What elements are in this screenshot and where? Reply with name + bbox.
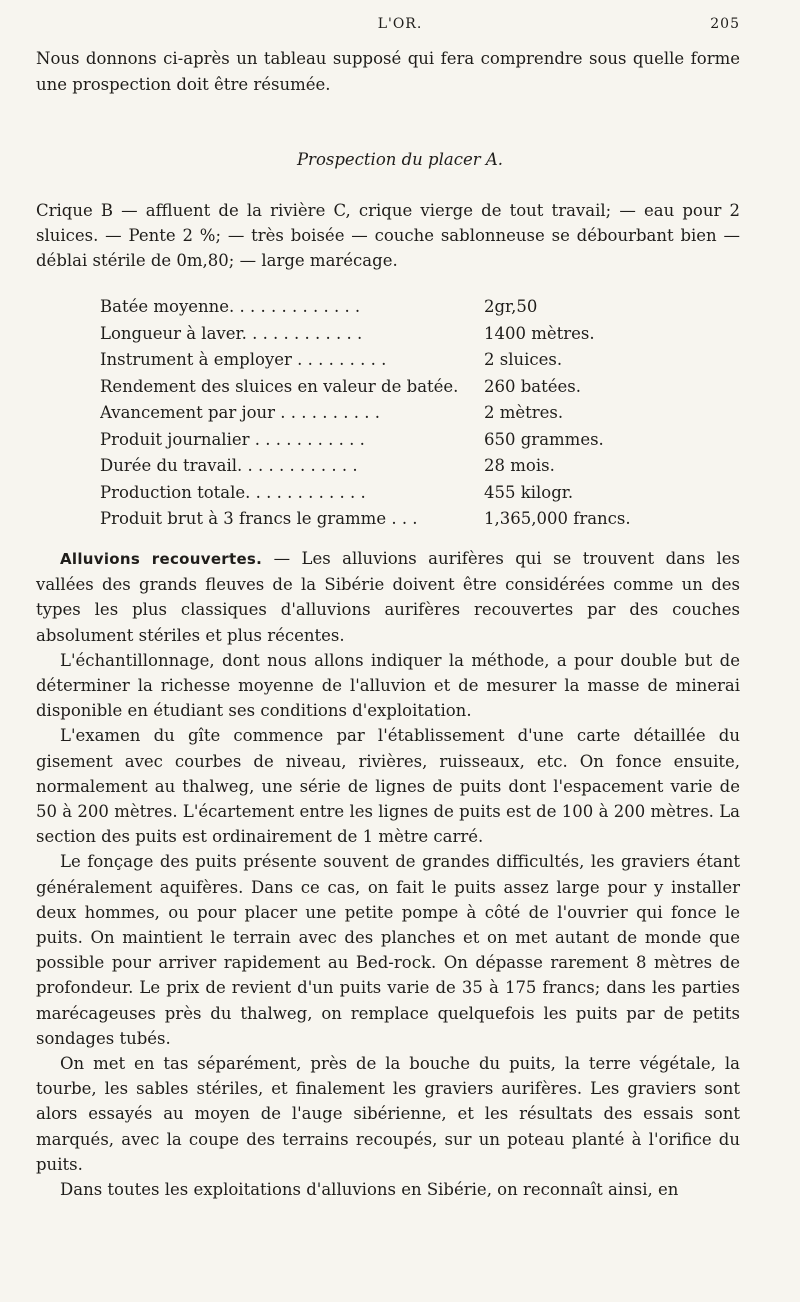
table-row bbox=[100, 427, 660, 454]
paragraph-piles: On met en tas séparément, près de la bouche du puits, la terre végétale, la tourbe, les sables stériles, et finalement les graviers aurifères. Les graviers sont alors essayés au moyen de l'auge sibérienne, et les résultats des essais sont marqués, avec la coupe des terrains recoupés, sur un poteau planté à l'orifice du puits. bbox=[36, 1054, 740, 1174]
row-value: 28 mois. bbox=[484, 456, 555, 475]
row-label: Produit brut à 3 francs le gramme . . . bbox=[100, 509, 418, 528]
creek-description: Crique B — affluent de la rivière C, crique vierge de tout travail; — eau pour 2 sluices. — Pente 2 %; — très boisée — couche sablonneuse se débourbant bien — déblai stérile de 0m,80; — large marécage. bbox=[36, 201, 740, 270]
body-text bbox=[36, 546, 740, 1202]
table-row bbox=[100, 506, 660, 533]
row-value: 455 kilogr. bbox=[484, 482, 574, 502]
row-label: Rendement des sluices en valeur de batée. bbox=[100, 376, 459, 396]
row-label: Produit journalier . . . . . . . . . . . bbox=[100, 429, 365, 449]
table-row bbox=[100, 400, 660, 427]
table-row bbox=[100, 453, 660, 480]
paragraph-sampling: L'échantillonnage, dont nous allons indiquer la méthode, a pour double but de déterminer la richesse moyenne de l'alluvion et de mesurer la masse de minerai disponible en étudiant ses conditions d'exploitation. bbox=[36, 650, 740, 721]
row-label: Avancement par jour . . . . . . . . . . bbox=[100, 403, 380, 422]
table-row bbox=[100, 480, 660, 507]
table-row bbox=[100, 294, 660, 321]
row-label: Batée moyenne. . . . . . . . . . . . . bbox=[100, 297, 361, 316]
row-value: 2 sluices. bbox=[484, 350, 563, 369]
paragraph-alluvions bbox=[36, 546, 740, 648]
row-value: 1,365,000 francs. bbox=[484, 509, 631, 528]
table-row bbox=[100, 374, 660, 401]
row-label: Durée du travail. . . . . . . . . . . . bbox=[100, 456, 358, 475]
row-value: 260 batées. bbox=[484, 376, 582, 396]
table-row bbox=[100, 321, 660, 348]
running-head: L'OR. bbox=[377, 16, 423, 32]
row-value: 2gr,50 bbox=[484, 297, 538, 316]
paragraph-examination: L'examen du gîte commence par l'établissement d'une carte détaillée du gisement avec courbes de niveau, rivières, ruisseaux, etc. On fonce ensuite, normalement au thalweg, une série de lignes de puits dont l'espacement varie de 50 à 200 mètres. L'écartement entre les lignes de puits est de 100 à 200 mètres. La section des puits est ordinairement de 1 mètre carré. bbox=[36, 726, 740, 847]
row-value: 1400 mètres. bbox=[484, 323, 595, 343]
page-number: 205 bbox=[710, 16, 740, 32]
paragraph-shaft-sinking: Le fonçage des puits présente souvent de grandes difficultés, les graviers étant généralement aquifères. Dans ce cas, on fait le puits assez large pour y installer deux hommes, ou pour placer une petite pompe à côté de l'ouvrier qui fonce le puits. On maintient le terrain avec des planches et on met autant de monde que possible pour arriver rapidement au Bed-rock. On dépasse rarement 8 mètres de profondeur. Le prix de revient d'un puits varie de 35 à 175 francs; dans les parties marécageuses près du thalweg, on remplace quelquefois les puits par de petits sondages tubés. bbox=[36, 852, 740, 1048]
table-row bbox=[100, 347, 660, 374]
row-label: Production totale. . . . . . . . . . . . bbox=[100, 482, 366, 502]
intro-paragraph: Nous donnons ci-après un tableau supposé qui fera comprendre sous quelle forme une prospection doit être résumée. bbox=[36, 49, 740, 94]
paragraph-text: — Les alluvions aurifères qui se trouvent dans les vallées des grands fleuves de la Sibérie doivent être considérées comme un des types les plus classiques d'alluvions aurifères recouvertes par des couches absolument stériles et plus récentes. bbox=[36, 549, 740, 645]
row-label: Longueur à laver. . . . . . . . . . . . bbox=[100, 323, 363, 343]
row-value: 650 grammes. bbox=[484, 429, 604, 449]
prospection-table bbox=[100, 294, 660, 533]
row-value: 2 mètres. bbox=[484, 403, 564, 422]
paragraph-heading: Alluvions recouvertes. bbox=[60, 550, 263, 568]
section-title: Prospection du placer A. bbox=[296, 150, 504, 169]
paragraph-continuation: Dans toutes les exploitations d'alluvions en Sibérie, on reconnaît ainsi, en bbox=[60, 1180, 679, 1200]
page-header bbox=[60, 16, 740, 38]
row-label: Instrument à employer . . . . . . . . . bbox=[100, 350, 387, 369]
